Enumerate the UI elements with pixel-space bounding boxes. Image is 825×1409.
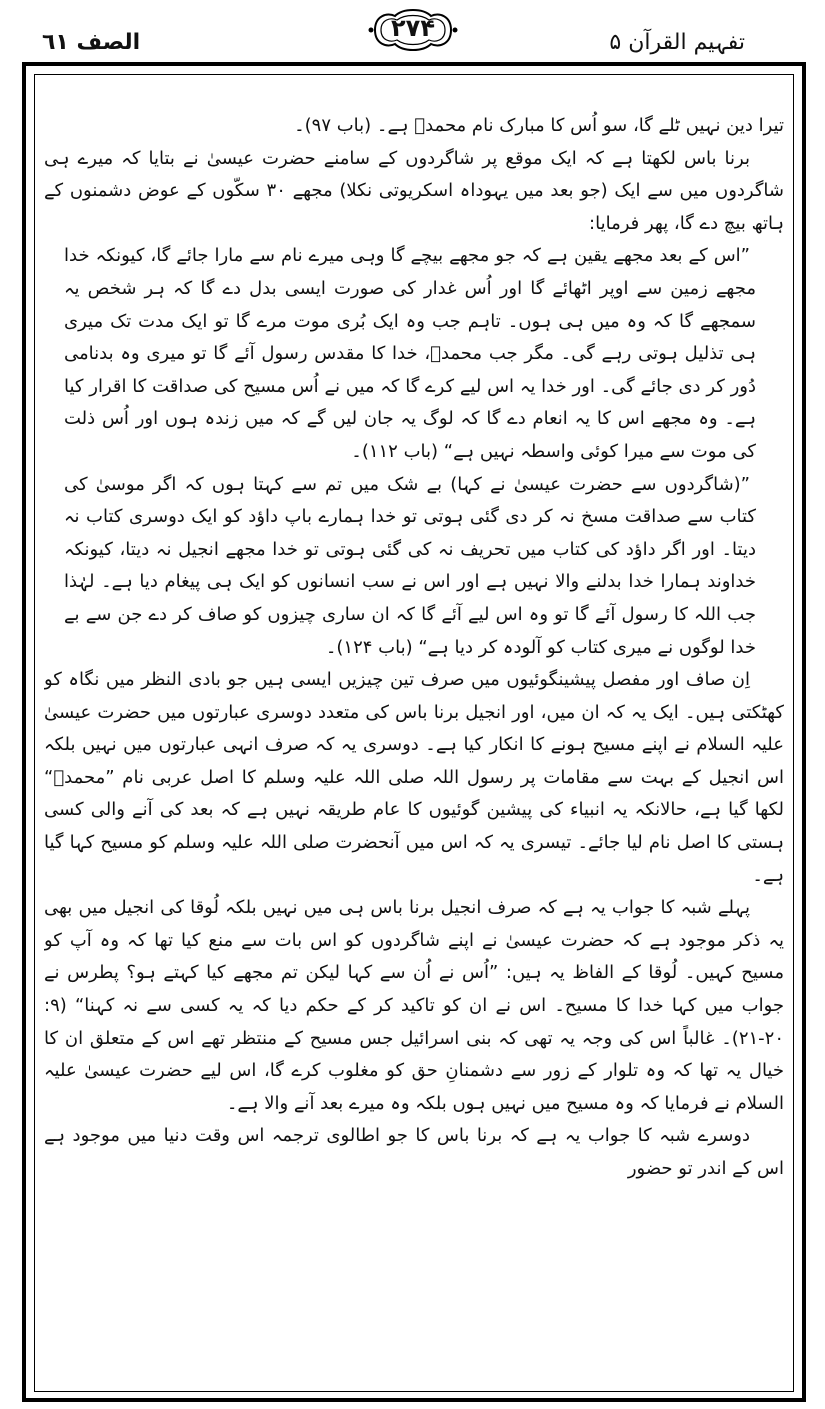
paragraph-barnabas-intro: برنا باس لکھتا ہے کہ ایک موقع پر شاگردوں کے سامنے حضرت عیسیٰ نے بتایا کہ میرے ہی شاگردوں میں سے ایک (جو بعد میں یہوداہ اسکریوتی نکلا) مجھے ۳۰ سکّوں کے عوض دشمنوں کے ہاتھ بیچ دے گا، پھر فرمایا: (44, 147, 784, 234)
quote-chapter-112: ”اس کے بعد مجھے یقین ہے کہ جو مجھے بیچے گا وہی میرے نام سے مارا جائے گا، کیونکہ خدا مجھے زمین سے اوپر اٹھائے گا اور اُس غدار کی صورت ایسی بدل دے گا کہ ہر شخص یہ سمجھے گا کہ وہ میں ہی ہوں۔ تاہم جب وہ ایک بُری موت مرے گا تو ایک مدت تک میری ہی تذلیل ہوتی رہے گی۔ مگر جب محمدؐ، خدا کا مقدس رسول آئے گا تو میری وہ بدنامی دُور کر دی جائے گی۔ اور خدا یہ اس لیے کرے گا کہ میں نے اُس مسیح کی صداقت کا اقرار کیا ہے۔ وہ مجھے اس کا یہ انعام دے گا کہ لوگ یہ جان لیں گے کہ میں زندہ ہوں اور اُس ذلت کی موت سے میرا کوئی واسطہ نہیں ہے“ (باب ۱۱۲)۔ (64, 245, 756, 462)
page-number-emblem (365, 6, 461, 54)
page-body (44, 110, 784, 1400)
header-surah-title: الصف ٦١ (42, 30, 141, 55)
paragraph-continuation: تیرا دین نہیں ٹلے گا، سو اُس کا مبارک نام محمدؐ ہے۔ (باب ۹۷)۔ (294, 115, 784, 136)
paragraph-second-answer: دوسرے شبہ کا جواب یہ ہے کہ برنا باس کا جو اطالوی ترجمہ اس وقت دنیا میں موجود ہے اس کے اندر تو حضور (44, 1125, 784, 1179)
quote-chapter-124: ”(شاگردوں سے حضرت عیسیٰ نے کہا) بے شک میں تم سے کہتا ہوں کہ اگر موسیٰ کی کتاب سے صداقت مسخ نہ کر دی گئی ہوتی تو خدا ہمارے باپ داؤد کو ایک دوسری کتاب نہ دیتا۔ اور اگر داؤد کی کتاب میں تحریف نہ کی گئی ہوتی تو خدا مجھے انجیل نہ دیتا، کیونکہ خداوند ہمارا خدا بدلنے والا نہیں ہے اور اس نے سب انسانوں کو ایک ہی پیغام دیا ہے۔ لہٰذا جب اللہ کا رسول آئے گا تو وہ اس لیے آئے گا کہ ان ساری چیزوں کو صاف کر دے جن سے بے خدا لوگوں نے میری کتاب کو آلودہ کر دیا ہے“ (باب ۱۲۴)۔ (64, 473, 756, 658)
paragraph-first-answer: پہلے شبہ کا جواب یہ ہے کہ صرف انجیل برنا باس ہی میں نہیں بلکہ لُوقا کی انجیل میں بھی یہ ذکر موجود ہے کہ حضرت عیسیٰ نے اپنے شاگردوں کو اس بات سے منع کیا تھا کہ وہ آپ کو مسیح کہیں۔ لُوقا کے الفاظ یہ ہیں: ”اُس نے اُن سے کہا لیکن تم مجھے کیا کہتے ہو؟ پطرس نے جواب میں کہا خدا کا مسیح۔ اس نے ان کو تاکید کر کے حکم دیا کہ یہ کسی سے نہ کہنا“ (۹: ۲۰-۲۱)۔ غالباً اس کی وجہ یہ تھی کہ بنی اسرائیل جس مسیح کے منتظر تھے اس کے متعلق ان کا خیال یہ تھا کہ وہ تلوار کے زور سے دشمنانِ حق کو مغلوب کرے گا، اس لیے حضرت عیسیٰ علیہ السلام نے فرمایا کہ وہ مسیح میں نہیں ہوں بلکہ وہ میرے بعد آنے والا ہے۔ (44, 897, 784, 1114)
header-book-title: تفہیم القرآن ۵ (609, 30, 745, 55)
page-header (0, 0, 825, 70)
paragraph-three-objections: اِن صاف اور مفصل پیشینگوئیوں میں صرف تین چیزیں ایسی ہیں جو بادی النظر میں نگاہ کو کھٹکتی ہیں۔ ایک یہ کہ ان میں، اور انجیل برنا باس کی متعدد دوسری عبارتوں میں حضرت عیسیٰ علیہ السلام نے اپنے مسیح ہونے کا انکار کیا ہے۔ دوسری یہ کہ صرف انہی عبارتوں میں نہیں بلکہ اس انجیل کے بہت سے مقامات پر رسول اللہ صلی اللہ علیہ وسلم کا اصل عربی نام ”محمدؐ“ لکھا گیا ہے، حالانکہ یہ انبیاء کی پیشین گوئیوں کا عام طریقہ نہیں ہے کہ بعد کی آنے والی کسی ہستی کا اصل نام لیا جائے۔ تیسری یہ کہ اس میں آنحضرت صلی اللہ علیہ وسلم کو مسیح کہا گیا ہے۔ (44, 669, 784, 886)
page-number: ۲۷۴ (391, 14, 435, 42)
